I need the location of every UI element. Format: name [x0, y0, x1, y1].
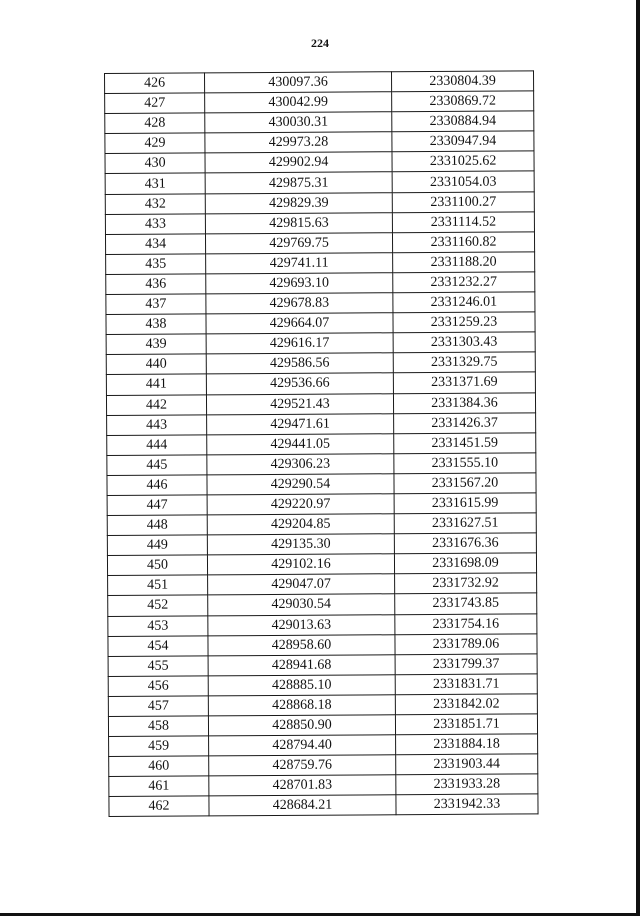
y-coordinate-cell: 2331567.20: [394, 473, 536, 494]
table-row: [109, 774, 538, 797]
x-coordinate-cell: 429741.11: [206, 253, 393, 274]
table-row: [106, 252, 535, 275]
y-coordinate-cell: 2331942.33: [396, 794, 538, 815]
point-number-cell: 429: [105, 133, 205, 154]
x-coordinate-cell: 428701.83: [209, 775, 396, 796]
x-coordinate-cell: 429306.23: [207, 454, 394, 475]
y-coordinate-cell: 2331903.44: [396, 754, 538, 775]
table-row: [108, 573, 537, 596]
table-row: [107, 453, 536, 476]
x-coordinate-cell: 428958.60: [208, 634, 395, 655]
x-coordinate-cell: 429678.83: [206, 293, 393, 314]
y-coordinate-cell: 2331188.20: [393, 252, 535, 273]
x-coordinate-cell: 429875.31: [205, 172, 392, 193]
y-coordinate-cell: 2331259.23: [393, 312, 535, 333]
point-number-cell: 449: [107, 535, 207, 556]
x-coordinate-cell: 429047.07: [208, 574, 395, 595]
y-coordinate-cell: 2331676.36: [394, 533, 536, 554]
x-coordinate-cell: 429102.16: [207, 554, 394, 575]
x-coordinate-cell: 429135.30: [207, 534, 394, 555]
x-coordinate-cell: 429220.97: [207, 494, 394, 515]
coordinate-table-body: [105, 71, 539, 817]
table-row: [107, 553, 536, 576]
y-coordinate-cell: 2331160.82: [392, 232, 534, 253]
y-coordinate-cell: 2331100.27: [392, 191, 534, 212]
point-number-cell: 439: [106, 334, 206, 355]
point-number-cell: 445: [107, 455, 207, 476]
y-coordinate-cell: 2330869.72: [392, 91, 534, 112]
point-number-cell: 455: [108, 656, 208, 677]
x-coordinate-cell: 429521.43: [206, 393, 393, 414]
table-row: [108, 654, 537, 677]
table-row: [105, 131, 534, 154]
y-coordinate-cell: 2331842.02: [395, 694, 537, 715]
x-coordinate-cell: 429769.75: [205, 232, 392, 253]
x-coordinate-cell: 429586.56: [206, 353, 393, 374]
point-number-cell: 451: [108, 575, 208, 596]
table-row: [108, 674, 537, 697]
y-coordinate-cell: 2331246.01: [393, 292, 535, 313]
point-number-cell: 434: [105, 234, 205, 255]
point-number-cell: 460: [109, 756, 209, 777]
table-row: [107, 533, 536, 556]
x-coordinate-cell: 429030.54: [208, 594, 395, 615]
table-row: [105, 151, 534, 174]
y-coordinate-cell: 2331627.51: [394, 513, 536, 534]
point-number-cell: 461: [109, 776, 209, 797]
y-coordinate-cell: 2331615.99: [394, 493, 536, 514]
point-number-cell: 456: [108, 676, 208, 697]
point-number-cell: 442: [106, 394, 206, 415]
y-coordinate-cell: 2331555.10: [394, 453, 536, 474]
point-number-cell: 428: [105, 113, 205, 134]
x-coordinate-cell: 428684.21: [209, 795, 396, 816]
table-row: [105, 71, 534, 94]
y-coordinate-cell: 2331831.71: [395, 674, 537, 695]
table-row: [106, 292, 535, 315]
y-coordinate-cell: 2331054.03: [392, 171, 534, 192]
coordinate-table: [104, 70, 539, 817]
table-row: [109, 734, 538, 757]
table-row: [108, 694, 537, 717]
y-coordinate-cell: 2330947.94: [392, 131, 534, 152]
table-row: [105, 232, 534, 255]
x-coordinate-cell: 428759.76: [209, 755, 396, 776]
y-coordinate-cell: 2331789.06: [395, 633, 537, 654]
point-number-cell: 441: [106, 374, 206, 395]
table-row: [108, 714, 537, 737]
point-number-cell: 450: [107, 555, 207, 576]
point-number-cell: 457: [108, 696, 208, 717]
point-number-cell: 426: [105, 73, 205, 94]
point-number-cell: 432: [105, 193, 205, 214]
x-coordinate-cell: 429536.66: [206, 373, 393, 394]
table-row: [108, 633, 537, 656]
table-row: [105, 171, 534, 194]
point-number-cell: 436: [106, 274, 206, 295]
y-coordinate-cell: 2331851.71: [395, 714, 537, 735]
y-coordinate-cell: 2331743.85: [395, 593, 537, 614]
table-row: [107, 412, 536, 435]
x-coordinate-cell: 429664.07: [206, 313, 393, 334]
y-coordinate-cell: 2331732.92: [395, 573, 537, 594]
x-coordinate-cell: 429616.17: [206, 333, 393, 354]
x-coordinate-cell: 429204.85: [207, 514, 394, 535]
point-number-cell: 459: [109, 736, 209, 757]
point-number-cell: 452: [108, 595, 208, 616]
y-coordinate-cell: 2331025.62: [392, 151, 534, 172]
x-coordinate-cell: 428794.40: [209, 735, 396, 756]
table-row: [107, 473, 536, 496]
y-coordinate-cell: 2331232.27: [393, 272, 535, 293]
y-coordinate-cell: 2331329.75: [393, 352, 535, 373]
point-number-cell: 433: [105, 214, 205, 235]
x-coordinate-cell: 429902.94: [205, 152, 392, 173]
table-row: [105, 212, 534, 235]
x-coordinate-cell: 429829.39: [205, 192, 392, 213]
table-row: [108, 613, 537, 636]
page-number: 224: [311, 36, 329, 50]
x-coordinate-cell: 429815.63: [205, 212, 392, 233]
y-coordinate-cell: 2331799.37: [395, 654, 537, 675]
table-row: [106, 372, 535, 395]
x-coordinate-cell: 430042.99: [205, 92, 392, 113]
table-row: [105, 191, 534, 214]
x-coordinate-cell: 430097.36: [205, 72, 392, 93]
y-coordinate-cell: 2331384.36: [393, 392, 535, 413]
table-row: [106, 392, 535, 415]
x-coordinate-cell: 428885.10: [208, 675, 395, 696]
y-coordinate-cell: 2331933.28: [396, 774, 538, 795]
table-row: [107, 493, 536, 516]
point-number-cell: 446: [107, 475, 207, 496]
table-row: [107, 433, 536, 456]
point-number-cell: 427: [105, 93, 205, 114]
y-coordinate-cell: 2331114.52: [392, 212, 534, 233]
y-coordinate-cell: 2331426.37: [394, 412, 536, 433]
x-coordinate-cell: 429471.61: [207, 413, 394, 434]
point-number-cell: 447: [107, 495, 207, 516]
point-number-cell: 440: [106, 354, 206, 375]
point-number-cell: 431: [105, 173, 205, 194]
x-coordinate-cell: 428868.18: [208, 695, 395, 716]
point-number-cell: 438: [106, 314, 206, 335]
x-coordinate-cell: 429973.28: [205, 132, 392, 153]
x-coordinate-cell: 428850.90: [208, 715, 395, 736]
y-coordinate-cell: 2331754.16: [395, 613, 537, 634]
y-coordinate-cell: 2330804.39: [391, 71, 533, 92]
y-coordinate-cell: 2331884.18: [396, 734, 538, 755]
point-number-cell: 458: [108, 716, 208, 737]
point-number-cell: 443: [107, 414, 207, 435]
x-coordinate-cell: 428941.68: [208, 654, 395, 675]
table-row: [109, 754, 538, 777]
point-number-cell: 430: [105, 153, 205, 174]
point-number-cell: 453: [108, 615, 208, 636]
y-coordinate-cell: 2331451.59: [394, 433, 536, 454]
y-coordinate-cell: 2331303.43: [393, 332, 535, 353]
x-coordinate-cell: 429013.63: [208, 614, 395, 635]
x-coordinate-cell: 429290.54: [207, 474, 394, 495]
table-row: [105, 91, 534, 114]
scan-edge-right: [636, 0, 640, 916]
y-coordinate-cell: 2330884.94: [392, 111, 534, 132]
table-row: [107, 513, 536, 536]
point-number-cell: 462: [109, 796, 209, 817]
y-coordinate-cell: 2331371.69: [393, 372, 535, 393]
point-number-cell: 435: [106, 254, 206, 275]
table-row: [108, 593, 537, 616]
x-coordinate-cell: 429693.10: [206, 273, 393, 294]
table-row: [106, 312, 535, 335]
x-coordinate-cell: 429441.05: [207, 433, 394, 454]
table-row: [105, 111, 534, 134]
table-row: [109, 794, 538, 817]
table-row: [106, 272, 535, 295]
table-row: [106, 352, 535, 375]
x-coordinate-cell: 430030.31: [205, 112, 392, 133]
point-number-cell: 437: [106, 294, 206, 315]
point-number-cell: 454: [108, 636, 208, 657]
y-coordinate-cell: 2331698.09: [394, 553, 536, 574]
point-number-cell: 444: [107, 435, 207, 456]
point-number-cell: 448: [107, 515, 207, 536]
table-row: [106, 332, 535, 355]
